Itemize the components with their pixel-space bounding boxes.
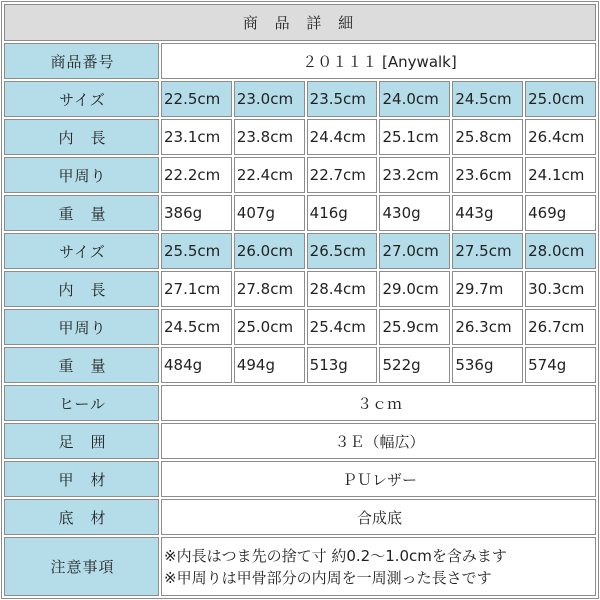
instep-cell: 22.4cm [234,157,305,193]
size-cell: 28.0cm [525,233,596,269]
inner-length-cell: 27.8cm [234,271,305,307]
weight-cell: 494g [234,347,305,383]
weight-cell: 513g [307,347,378,383]
inner-length-cell: 28.4cm [307,271,378,307]
instep-label: 甲周り [4,309,159,345]
size-cell: 27.5cm [452,233,523,269]
size-row [4,233,596,269]
weight-cell: 443g [452,195,523,231]
weight-cell: 386g [161,195,232,231]
sole-material-label: 底 材 [4,499,159,535]
instep-cell: 24.1cm [525,157,596,193]
instep-cell: 25.0cm [234,309,305,345]
width-label: 足 囲 [4,423,159,459]
product-number-label: 商品番号 [4,43,159,79]
note-line: ※内長はつま先の捨て寸 約0.2～1.0cmを含みます [164,546,507,565]
instep-label: 甲周り [4,157,159,193]
weight-cell: 416g [307,195,378,231]
instep-cell: 23.2cm [379,157,450,193]
upper-material-label: 甲 材 [4,461,159,497]
weight-cell: 407g [234,195,305,231]
instep-cell: 26.7cm [525,309,596,345]
notes-label: 注意事項 [4,537,159,596]
inner-length-cell: 27.1cm [161,271,232,307]
inner-length-cell: 26.4cm [525,119,596,155]
heel-row [4,385,596,421]
heel-label: ヒール [4,385,159,421]
size-label: サイズ [4,81,159,117]
size-cell: 22.5cm [161,81,232,117]
weight-row [4,195,596,231]
weight-label: 重 量 [4,347,159,383]
inner-length-cell: 25.1cm [379,119,450,155]
product-number-value: ２０１１１ [Anywalk] [161,43,596,79]
instep-cell: 26.3cm [452,309,523,345]
instep-cell: 23.6cm [452,157,523,193]
notes-value [161,537,596,596]
instep-row [4,309,596,345]
width-row [4,423,596,459]
inner-length-row [4,271,596,307]
upper-material-value: ＰＵレザー [161,461,596,497]
size-label: サイズ [4,233,159,269]
size-cell: 24.0cm [379,81,450,117]
sole-material-row [4,499,596,535]
inner-length-cell: 24.4cm [307,119,378,155]
inner-length-cell: 29.7m [452,271,523,307]
instep-row [4,157,596,193]
title-row [4,4,596,41]
width-value: ３Ｅ（幅広） [161,423,596,459]
product-number-row [4,43,596,79]
note-line: ※甲周りは甲骨部分の内周を一周測った長さです [164,568,492,587]
upper-material-row [4,461,596,497]
inner-length-label: 内 長 [4,271,159,307]
size-cell: 25.0cm [525,81,596,117]
table-title: 商 品 詳 細 [4,4,596,41]
size-cell: 24.5cm [452,81,523,117]
inner-length-cell: 30.3cm [525,271,596,307]
size-cell: 27.0cm [379,233,450,269]
inner-length-cell: 29.0cm [379,271,450,307]
weight-label: 重 量 [4,195,159,231]
inner-length-row [4,119,596,155]
inner-length-cell: 23.1cm [161,119,232,155]
heel-value: ３ｃｍ [161,385,596,421]
inner-length-cell: 23.8cm [234,119,305,155]
weight-cell: 469g [525,195,596,231]
sole-material-value: 合成底 [161,499,596,535]
size-cell: 26.5cm [307,233,378,269]
instep-cell: 22.2cm [161,157,232,193]
weight-row [4,347,596,383]
weight-cell: 574g [525,347,596,383]
instep-cell: 25.4cm [307,309,378,345]
size-cell: 23.0cm [234,81,305,117]
notes-row [4,537,596,596]
weight-cell: 536g [452,347,523,383]
product-spec-table [1,1,599,599]
weight-cell: 484g [161,347,232,383]
size-cell: 23.5cm [307,81,378,117]
inner-length-cell: 25.8cm [452,119,523,155]
inner-length-label: 内 長 [4,119,159,155]
size-cell: 26.0cm [234,233,305,269]
size-row [4,81,596,117]
size-cell: 25.5cm [161,233,232,269]
weight-cell: 430g [379,195,450,231]
instep-cell: 22.7cm [307,157,378,193]
instep-cell: 25.9cm [379,309,450,345]
weight-cell: 522g [379,347,450,383]
instep-cell: 24.5cm [161,309,232,345]
